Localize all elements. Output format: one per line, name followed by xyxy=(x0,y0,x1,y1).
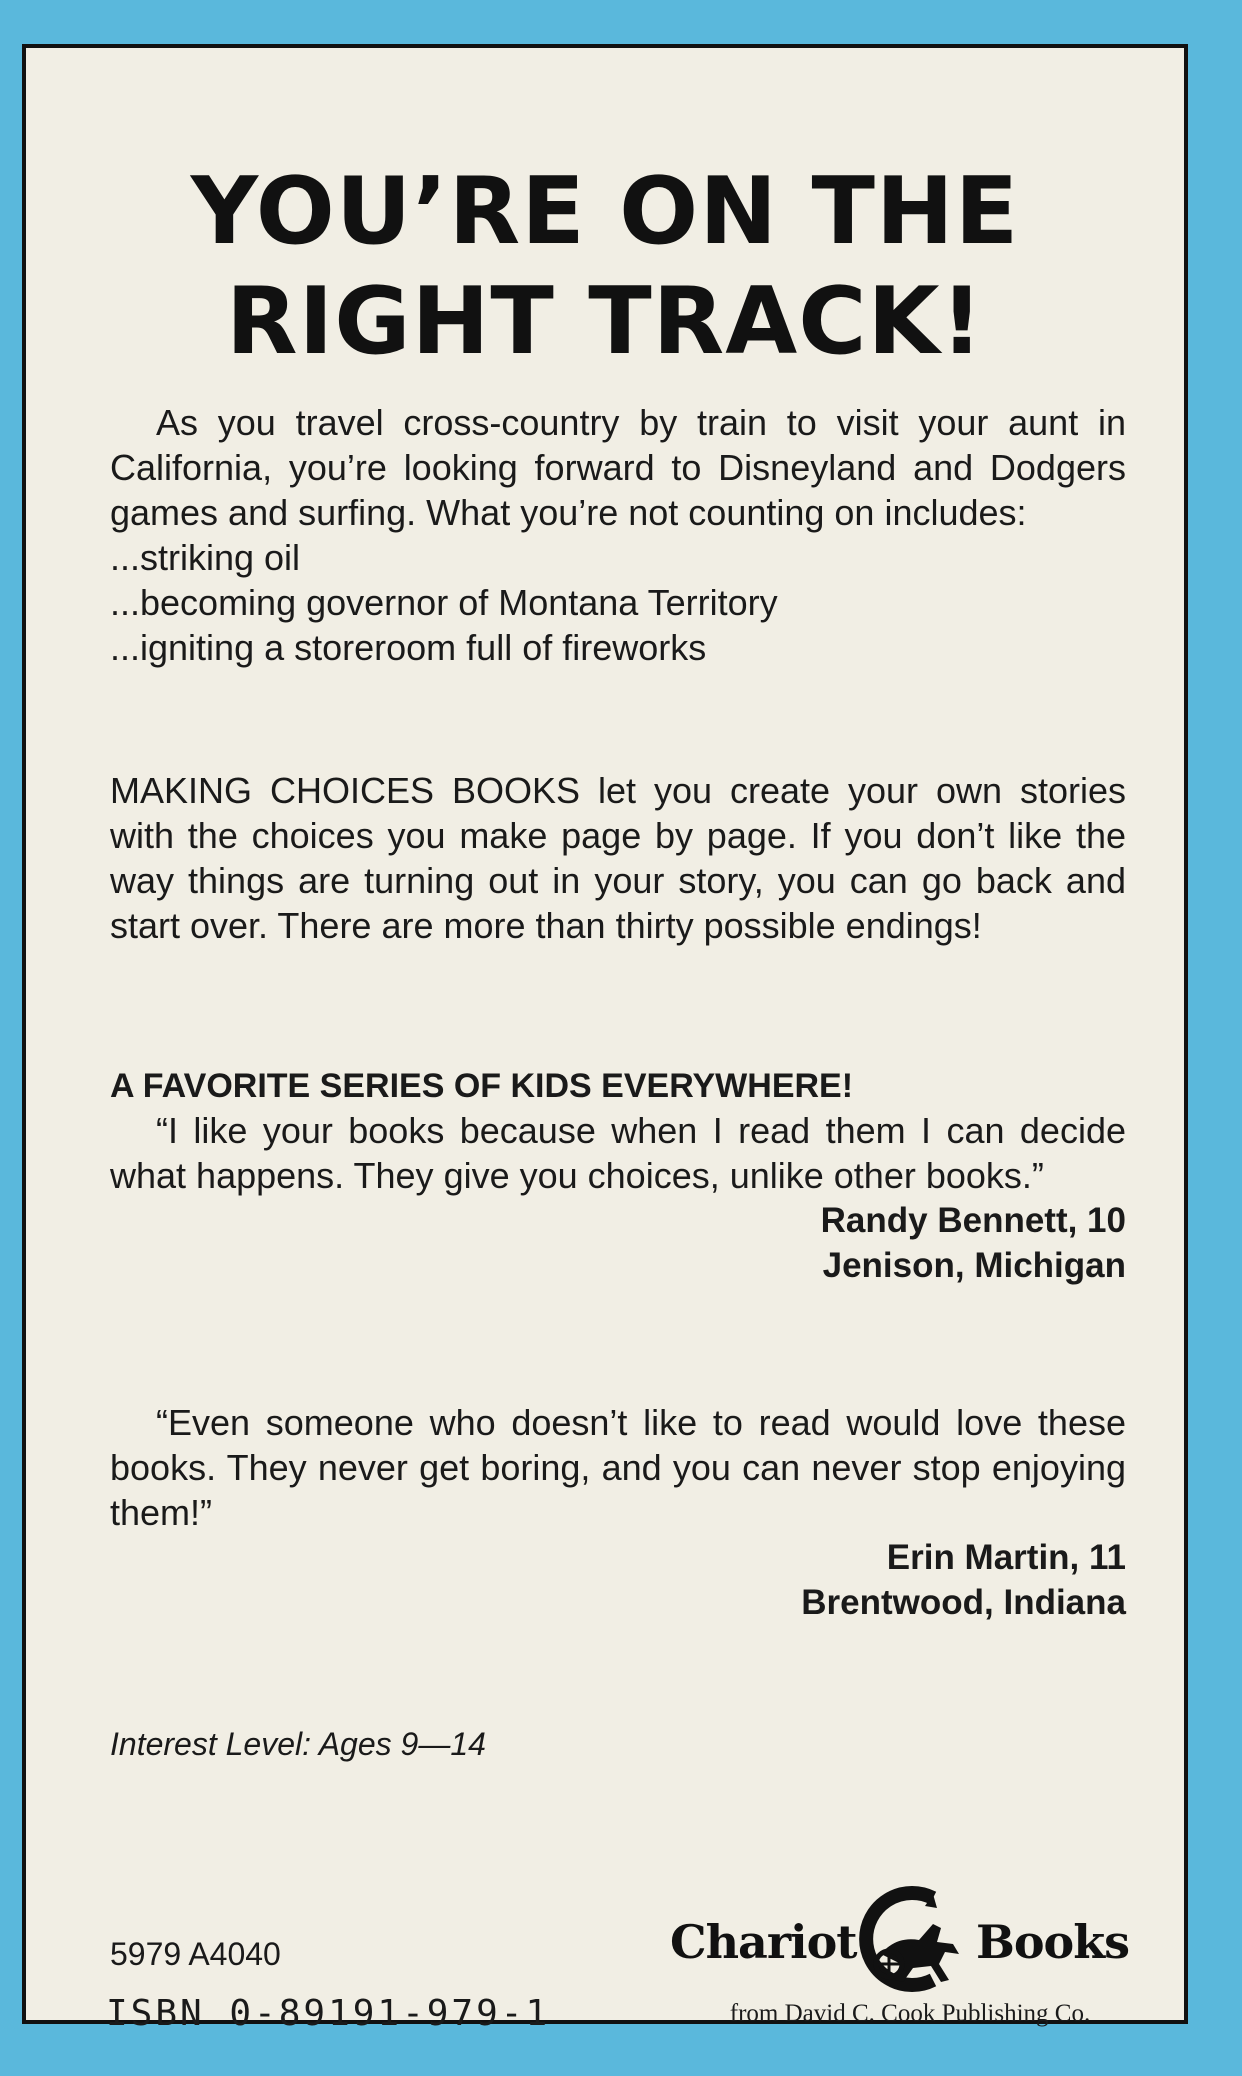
testimonial-name: Randy Bennett, 10 xyxy=(820,1201,1126,1240)
list-item: ...becoming governor of Montana Territory xyxy=(110,582,778,623)
chariot-horse-icon xyxy=(841,1884,971,1994)
testimonial-2 xyxy=(110,1400,1126,1625)
list-item: ...igniting a storeroom full of fireworks xyxy=(110,627,707,668)
list-item: ...striking oil xyxy=(110,537,301,578)
intro-paragraph: As you travel cross-country by train to visit your aunt in California, you’re looking forward to Disneyland and Dodgers games and surfing. What you’re not counting on includes: xyxy=(110,402,1126,533)
logo-word-chariot: Chariot xyxy=(670,1915,857,1969)
testimonial-quote: “I like your books because when I read them I can decide what happens. They give you choices, unlike other books.” xyxy=(110,1110,1126,1196)
testimonials-heading: A FAVORITE SERIES OF KIDS EVERYWHERE! xyxy=(110,1067,854,1105)
logo-word-books: Books xyxy=(976,1915,1130,1969)
headline xyxy=(26,156,1184,376)
headline-line-2: RIGHT TRACK! xyxy=(226,267,984,375)
choices-section xyxy=(110,768,1126,948)
testimonial-name: Erin Martin, 11 xyxy=(886,1538,1126,1577)
testimonial-quote: “Even someone who doesn’t like to read would love these books. They never get boring, and you can never stop enjoying them!” xyxy=(110,1402,1126,1533)
interest-level: Interest Level: Ages 9—14 xyxy=(110,1726,486,1762)
headline-line-1: YOU’RE ON THE xyxy=(190,157,1020,265)
back-cover-panel xyxy=(22,44,1188,2034)
intro-section xyxy=(110,400,1126,670)
choices-paragraph: MAKING CHOICES BOOKS let you create your own stories with the choices you make page by page. If you don’t like the way things are turning out in your story, you can go back and start over. There are more than thirty possible endings! xyxy=(110,770,1126,946)
publisher-logo xyxy=(646,1878,1166,1998)
testimonial-place: Jenison, Michigan xyxy=(822,1246,1126,1285)
product-code: 5979 A4040 xyxy=(110,1936,281,1972)
testimonials-section xyxy=(110,1064,1126,1288)
isbn-number: ISBN 0-89191-979-1 xyxy=(106,1993,551,2034)
publisher-line: from David C. Cook Publishing Co. xyxy=(729,2000,1091,2027)
testimonial-place: Brentwood, Indiana xyxy=(801,1583,1126,1622)
